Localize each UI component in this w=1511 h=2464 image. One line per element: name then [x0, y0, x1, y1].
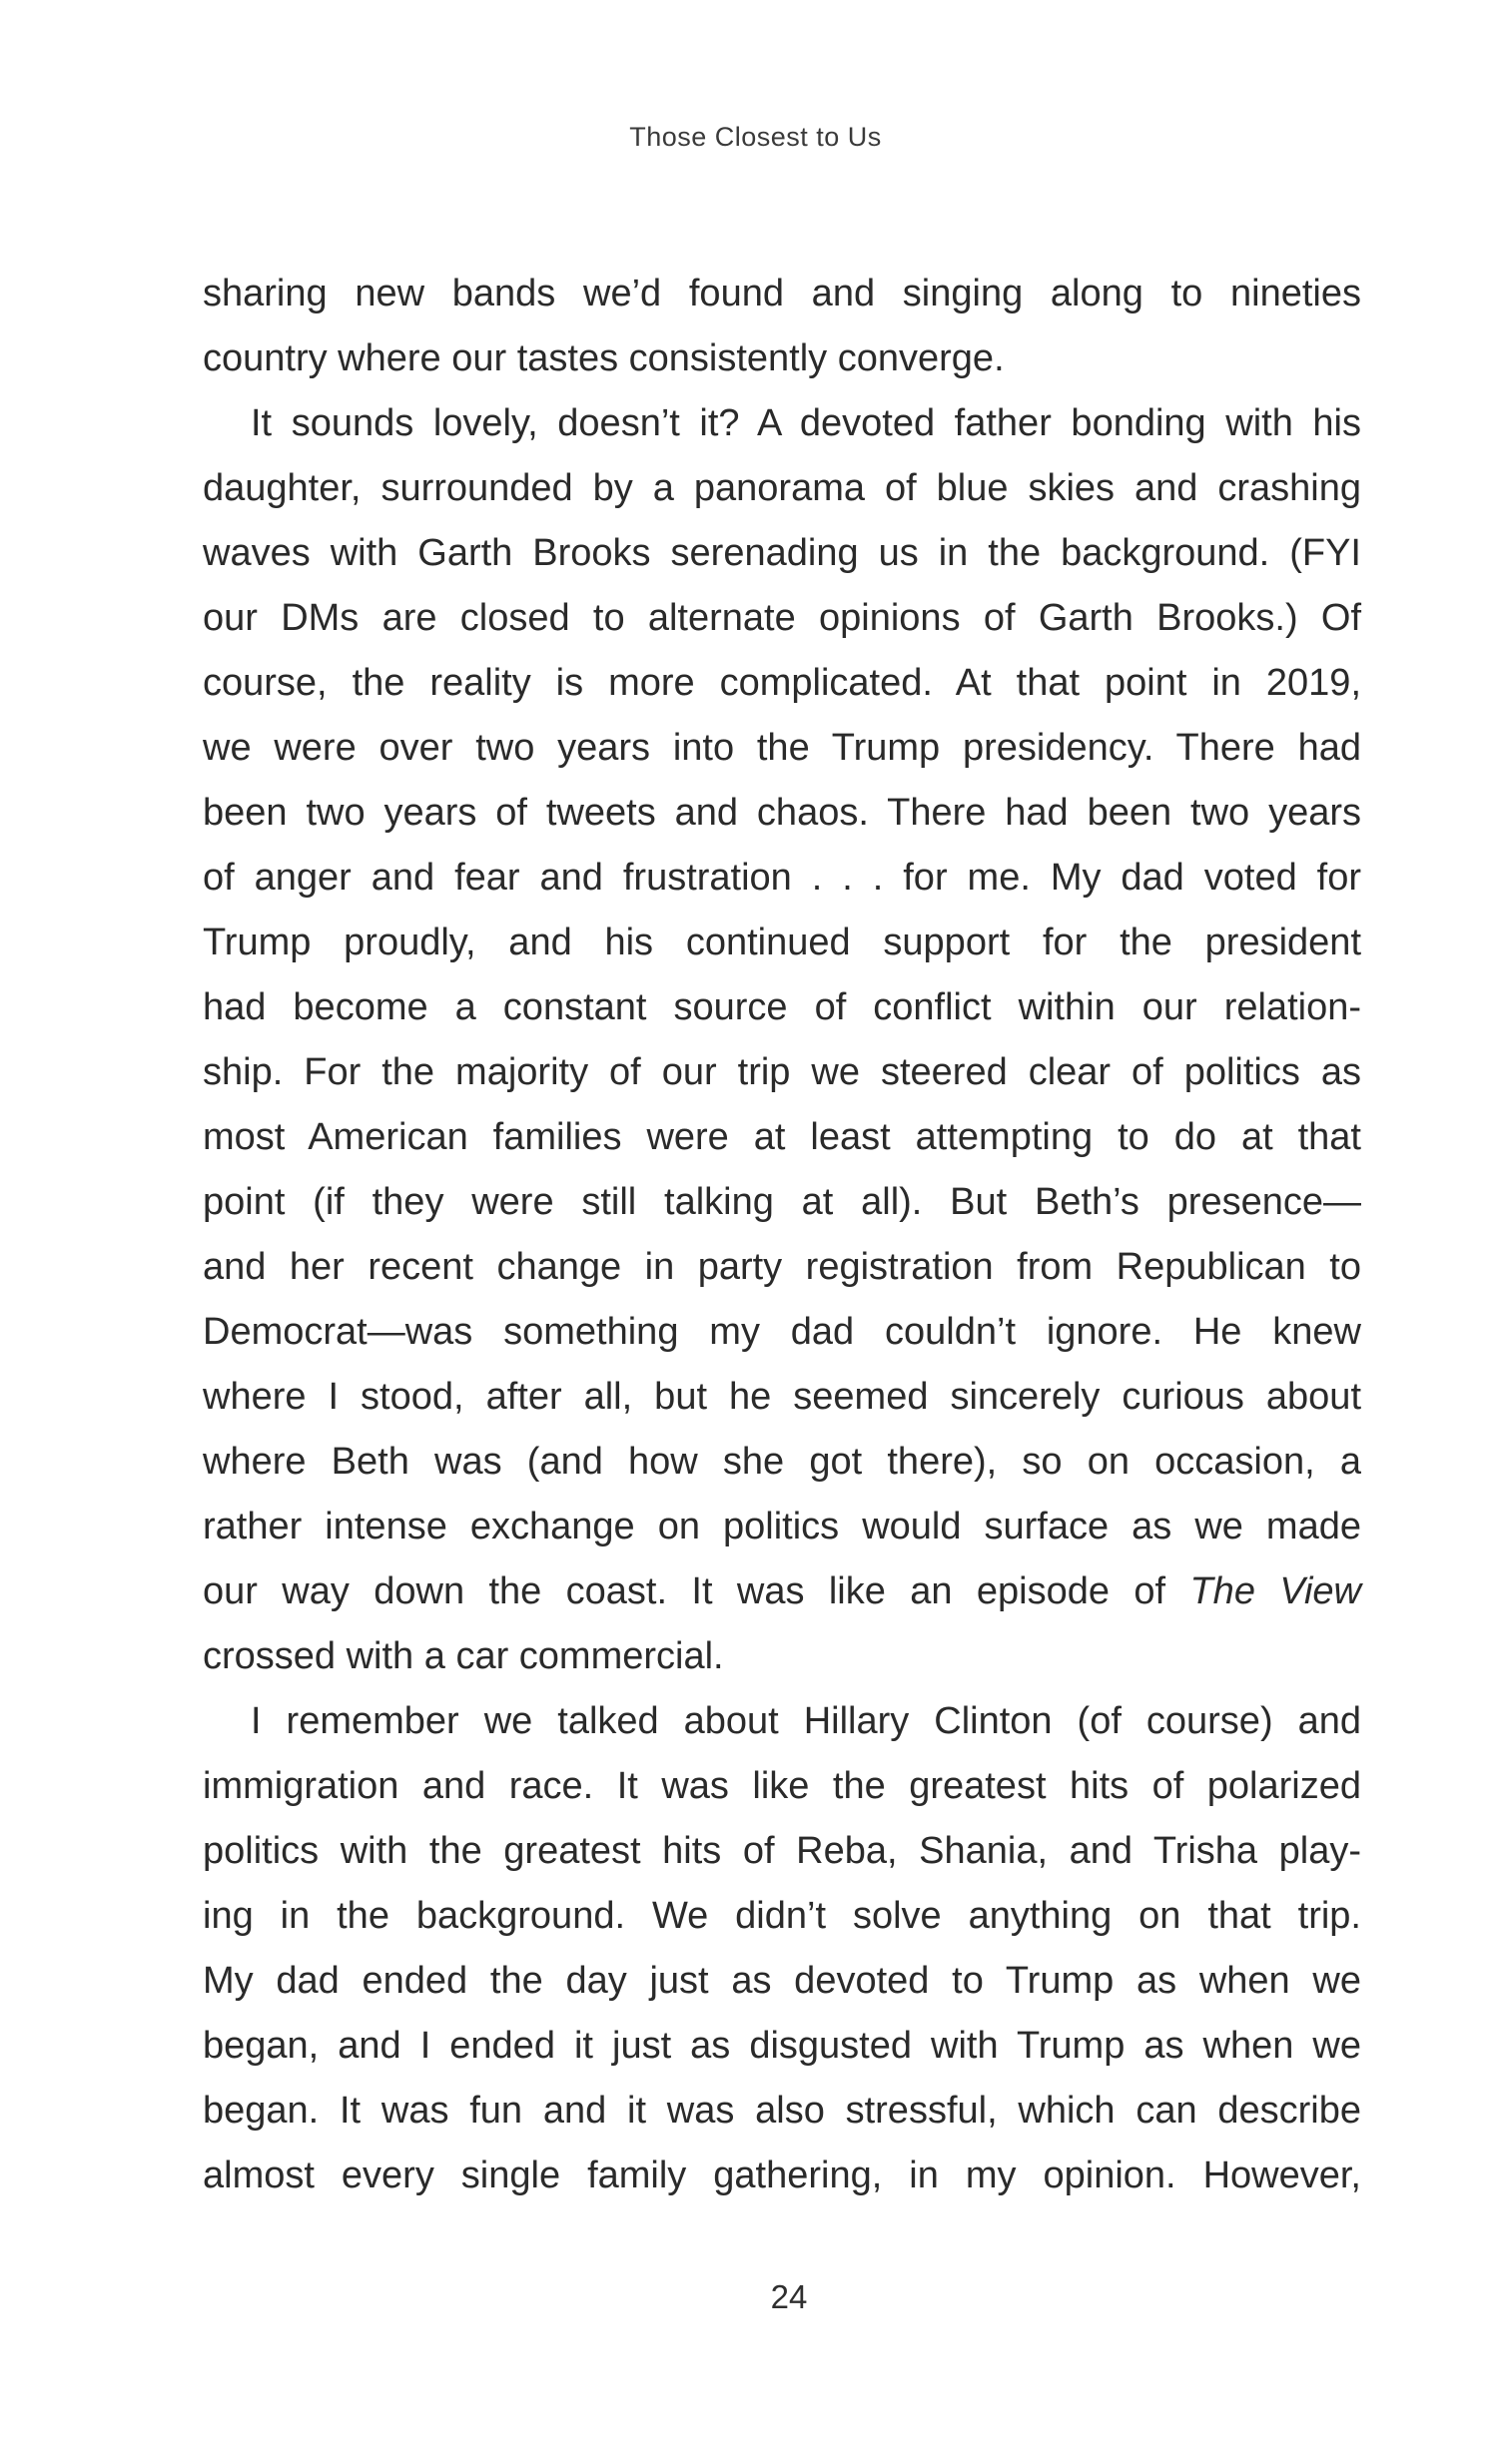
text-line: crossed with a car commercial.	[203, 1635, 724, 1677]
text-line: ship. For the majority of our trip we steered clear of politics as	[203, 1051, 1361, 1093]
text-line: ing in the background. We didn’t solve anything on that trip.	[203, 1895, 1361, 1937]
text-line: of anger and fear and frustration . . . for me. My dad voted for	[203, 857, 1361, 899]
text-line: our DMs are closed to alternate opinions of Garth Brooks.) Of	[203, 597, 1361, 639]
text-line: began, and I ended it just as disgusted with Trump as when we	[203, 2025, 1361, 2067]
text-line: point (if they were still talking at all). But Beth’s presence—	[203, 1181, 1361, 1223]
text-line: country where our tastes consistently converge.	[203, 337, 1005, 379]
text-line: immigration and race. It was like the greatest hits of polarized	[203, 1765, 1361, 1807]
text-line: course, the reality is more complicated. At that point in 2019,	[203, 662, 1361, 704]
text-line: and her recent change in party registration from Republican to	[203, 1246, 1361, 1288]
text-line: most American families were at least attempting to do at that	[203, 1116, 1361, 1158]
text-line: daughter, surrounded by a panorama of blue skies and crashing	[203, 467, 1361, 509]
text-line: My dad ended the day just as devoted to Trump as when we	[203, 1960, 1361, 2002]
text-line: Trump proudly, and his continued support for the president	[203, 922, 1361, 963]
text-line-start: our way down the coast. It was like an episode of	[203, 1570, 1190, 1612]
body-text	[203, 262, 1361, 2208]
page-number: 24	[770, 2278, 808, 2315]
text-line: It sounds lovely, doesn’t it? A devoted father bonding with his	[251, 402, 1361, 444]
text-line: rather intense exchange on politics would surface as we made	[203, 1506, 1361, 1547]
text-line-with-italic-title	[203, 1559, 1361, 1624]
running-head: Those Closest to Us	[629, 122, 882, 152]
text-line: been two years of tweets and chaos. There had been two years	[203, 792, 1361, 834]
text-line: Democrat—was something my dad couldn’t ignore. He knew	[203, 1311, 1361, 1353]
italic-show-title: The View	[1189, 1570, 1362, 1612]
text-line: where Beth was (and how she got there), so on occasion, a	[203, 1441, 1361, 1483]
text-line: sharing new bands we’d found and singing along to nineties	[203, 273, 1361, 314]
text-line: I remember we talked about Hillary Clinton (of course) and	[251, 1700, 1361, 1742]
text-line: politics with the greatest hits of Reba, Shania, and Trisha play-	[203, 1830, 1361, 1872]
text-line: almost every single family gathering, in my opinion. However,	[203, 2155, 1361, 2196]
text-line: we were over two years into the Trump presidency. There had	[203, 727, 1361, 769]
text-line: began. It was fun and it was also stressful, which can describe	[203, 2090, 1361, 2132]
text-line: had become a constant source of conflict within our relation-	[203, 986, 1361, 1028]
text-line: where I stood, after all, but he seemed sincerely curious about	[203, 1376, 1361, 1418]
text-line: waves with Garth Brooks serenading us in the background. (FYI	[203, 532, 1361, 574]
